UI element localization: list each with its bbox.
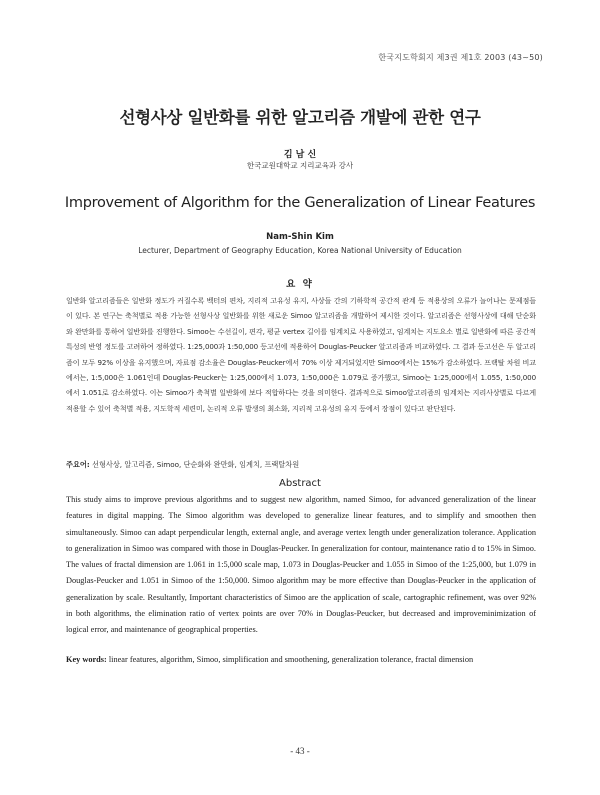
abstract-body-english: This study aims to improve previous algorithms and to suggest new algorithm, named Simoo, for advanced generalization of the linear features in digital mapping. The Simoo algorithm was developed to generalize linear features, and to simplify and smoothen then simultaneously. Simoo can adapt perpendicular length, external angle, and average vertex length under generalization tolerance. Application to generalization in Simoo was compared with those in Douglas-Peucker. In generalization for contour, maintenance ratio d to 15% in Simoo. The values of fractal dimension are 1.061 in 1:5,000 scale map, 1.073 in Douglas-Peucker and 1.055 in Simoo of the 1:25,000, but 1.079 in Douglas-Peucker and 1.051 in Simoo of the 1:50,000. Simoo algorithm may be more effective than Douglas-Peucker in the application of generalization by scale. Resultantly, Important characteristics of Simoo are the application of scale, cartographic refinement, was over 92% in both algorithms, the elimination ratio of vertex points are over 70% in Douglas-Peucker, but decreased and improveminimization of logical error, and maintenance of geographical properties. [66,495,536,635]
journal-header: 한국지도학회지 제3권 제1호 2003 (43~50) [378,53,543,62]
title-english: Improvement of Algorithm for the Generalization of Linear Features [64,195,536,211]
page-number: - 43 - [290,746,310,756]
keywords-list-korean: 선형사상, 알고리즘, Simoo, 단순화와 완만화, 임계치, 프랙탈차원 [89,460,300,469]
keywords-label-english: Key words: [66,655,107,664]
keywords-english [66,655,546,664]
affiliation-english: Lecturer, Department of Geography Education, Korea National University of Education [138,246,462,255]
keywords-list-english: linear features, algorithm, Simoo, simplification and smoothening, generalization tolerance, fractal dimension [106,655,474,664]
keywords-korean [66,460,536,470]
author-korean: 김 남 신 [283,150,317,160]
abstract-heading-english: Abstract [279,478,321,489]
author-english: Nam-Shin Kim [266,232,334,242]
title-korean: 선형사상 일반화를 위한 알고리즘 개발에 관한 연구 [119,108,481,127]
affiliation-korean: 한국교원대학교 지리교육과 강사 [246,161,354,170]
abstract-heading-korean: 요 약 [286,279,314,290]
abstract-body-korean: 일반화 알고리즘들은 일반화 정도가 커질수록 벡터의 편차, 지리적 고유성 유지, 사상들 간의 기하학적 공간적 관계 등 적용상의 오류가 늘어나는 문제점들이 있다. 본 연구는 축척별로 적용 가능한 선형사상 일반화를 위한 새로운 Simoo 알고리즘을 개발하여 제시한 것이다. 알고리즘은 선형사상에 대해 단순화와 완만화를 통하여 일반화를 진행한다. Simoo는 수선길이, 편각, 평균 vertex 길이를 임계치로 사용하였고, 임계치는 지도요소 별로 일반화에 따른 공간적 특성의 반영 정도를 고려하여 정하였다. 1:25,000과 1:50,000 등고선에 적용하여 Douglas-Peucker 알고리즘과 비교하였다. 그 결과 등고선은 두 알고리즘이 모두 92% 이상을 유지했으며, 자료점 감소율은 Douglas-Peucker에서 70% 이상 제거되었지만 Simoo에서는 15%가 감소하였다. 프랙탈 차원 비교에서는, 1:5,000은 1.061인데 Douglas-Peucker는 1:25,000에서 1.073, 1:50,000은 1.079로 증가했고, Simoo는 1:25,000에서 1.055, 1:50,000에서 1.051로 감소하였다. 이는 Simoo가 축척별 일반화에 보다 적합하다는 것을 의미한다. 결과적으로 Simoo알고리즘의 임계치는 지리사상별로 다르게 적용할 수 있어 축척별 적용, 지도학적 세련미, 논리적 오류 발생의 최소화, 지리적 고유성의 유지 등에서 장점이 있다고 판단된다. [66,296,536,413]
keywords-label-korean: 주요어: [66,460,90,469]
